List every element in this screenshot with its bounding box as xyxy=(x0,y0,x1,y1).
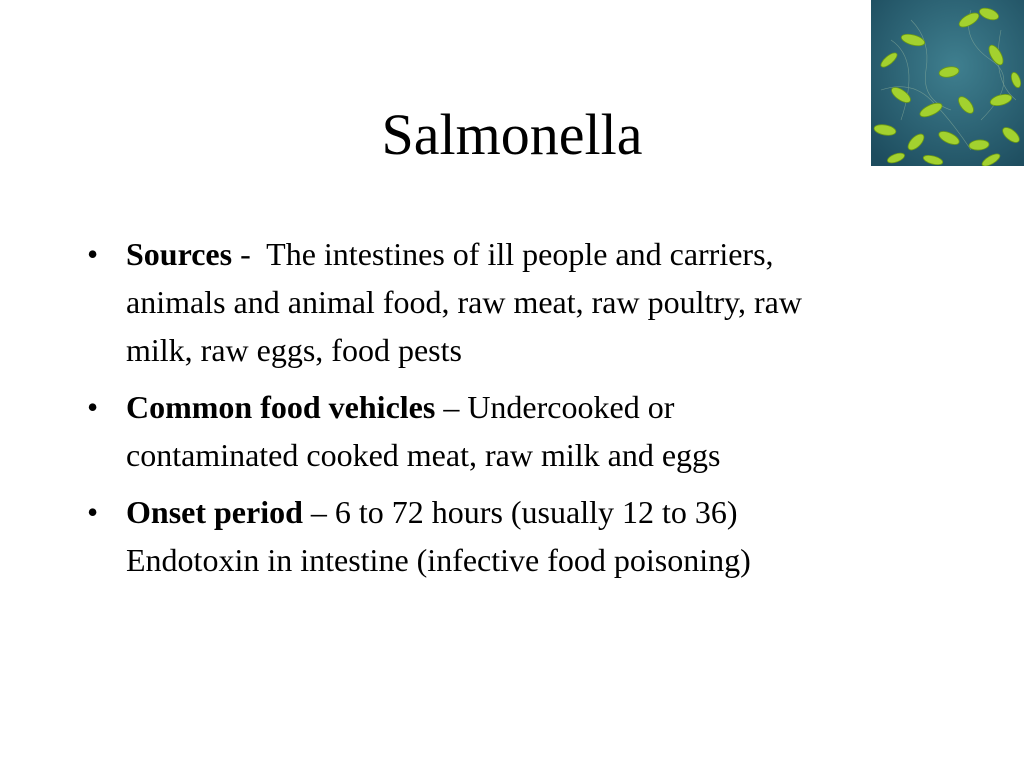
bullet-label: Onset period xyxy=(126,494,303,530)
bullet-text: Undercooked or contaminated cooked meat, raw milk and eggs xyxy=(126,389,721,473)
bullet-marker: • xyxy=(87,236,99,272)
bullet-marker: • xyxy=(87,494,99,530)
bullet-separator: – xyxy=(435,389,468,425)
list-item-common-food-vehicles xyxy=(87,383,847,479)
salmonella-bacteria-image xyxy=(871,0,1024,166)
bullet-list xyxy=(87,230,847,593)
slide-title: Salmonella xyxy=(381,102,643,167)
bullet-separator: – xyxy=(302,494,335,530)
bullet-text: The intestines of ill people and carriers, animals and animal food, raw meat, raw poultry, raw milk, raw eggs, food pests xyxy=(126,236,802,368)
list-item-onset-period xyxy=(87,488,847,584)
list-item-sources xyxy=(87,230,847,374)
bullet-label: Common food vehicles xyxy=(126,389,436,425)
bullet-marker: • xyxy=(87,389,99,425)
bullet-separator: - xyxy=(232,236,267,272)
bullet-label: Sources xyxy=(126,236,233,272)
bullet-text: 6 to 72 hours (usually 12 to 36) Endotoxin in intestine (infective food poisoning) xyxy=(126,494,751,578)
